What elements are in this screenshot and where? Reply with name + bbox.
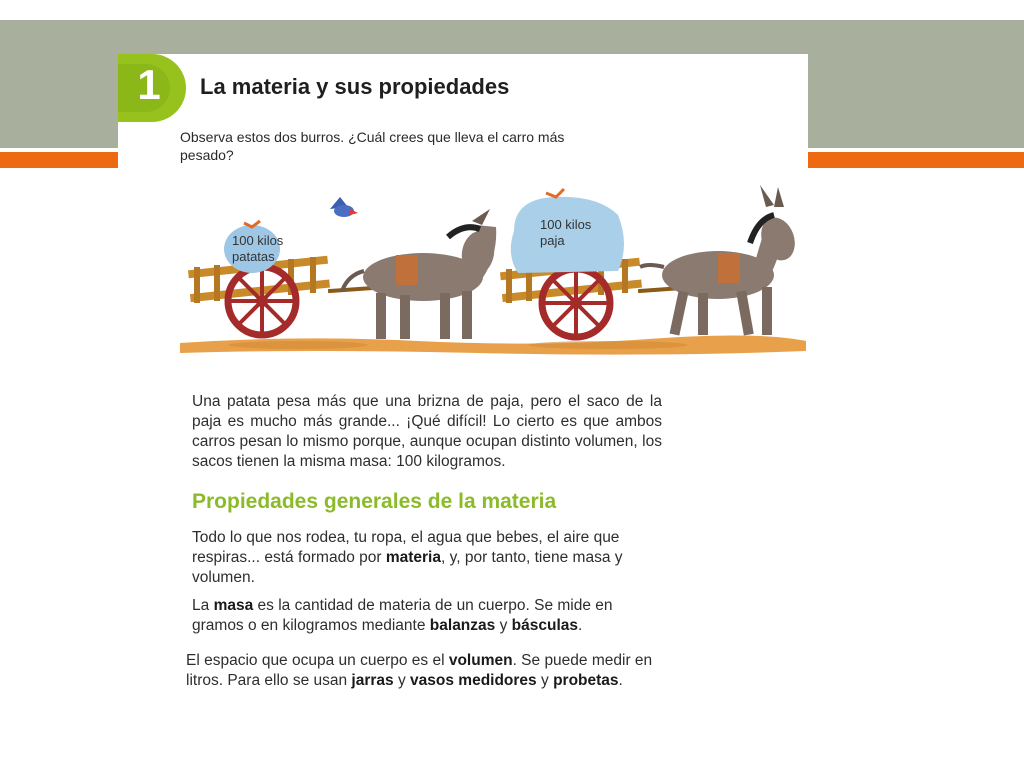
- paragraph-masa: La masa es la cantidad de materia de un cuerpo. Se mide en gramos o en kilogramos mediante balanzas y básculas.: [192, 597, 613, 634]
- left-sack-label-line2: patatas: [232, 249, 275, 264]
- page-title: La materia y sus propiedades: [200, 74, 510, 99]
- right-sack-label-line1: 100 kilos: [540, 217, 592, 232]
- left-donkey: [342, 209, 498, 339]
- right-sack: [511, 189, 624, 273]
- left-sack-label-line1: 100 kilos: [232, 233, 284, 248]
- term-volumen: volumen: [448, 652, 513, 669]
- left-cart: [188, 256, 388, 335]
- term-probetas: probetas: [553, 672, 619, 689]
- section-subtitle: Propiedades generales de la materia: [192, 490, 557, 513]
- intro-question: Observa estos dos burros. ¿Cuál crees que lleva el carro más pesado?: [180, 129, 565, 163]
- term-masa: masa: [213, 597, 254, 614]
- term-jarras: jarras: [351, 672, 394, 689]
- paragraph-volumen: El espacio que ocupa un cuerpo es el volumen. Se puede medir en litros. Para ello se usan jarras y vasos medidores y probetas.: [186, 652, 653, 689]
- term-balanzas: balanzas: [429, 617, 496, 634]
- term-vasos-medidores: vasos medidores: [410, 672, 537, 689]
- paragraph-materia: Todo lo que nos rodea, tu ropa, el agua que bebes, el aire que respiras... está formado por materia, y, por tanto, tiene masa y volumen.: [192, 529, 623, 586]
- section-number: 1: [137, 61, 161, 108]
- bird-icon: [330, 197, 358, 217]
- right-sack-label-line2: paja: [540, 233, 565, 248]
- right-donkey: [640, 185, 801, 336]
- term-materia: materia: [385, 549, 441, 566]
- paragraph-explanation: Una patata pesa más que una brizna de paja, pero el saco de la paja es mucho más grande... ¡Qué difícil! Lo cierto es que ambos carros pesan lo mismo porque, aunque ocupan distinto volumen, los sacos tienen la misma masa: 100 kilogramos.: [192, 393, 662, 470]
- term-basculas: básculas: [511, 617, 579, 634]
- donkeys-carts-illustration: [178, 175, 808, 360]
